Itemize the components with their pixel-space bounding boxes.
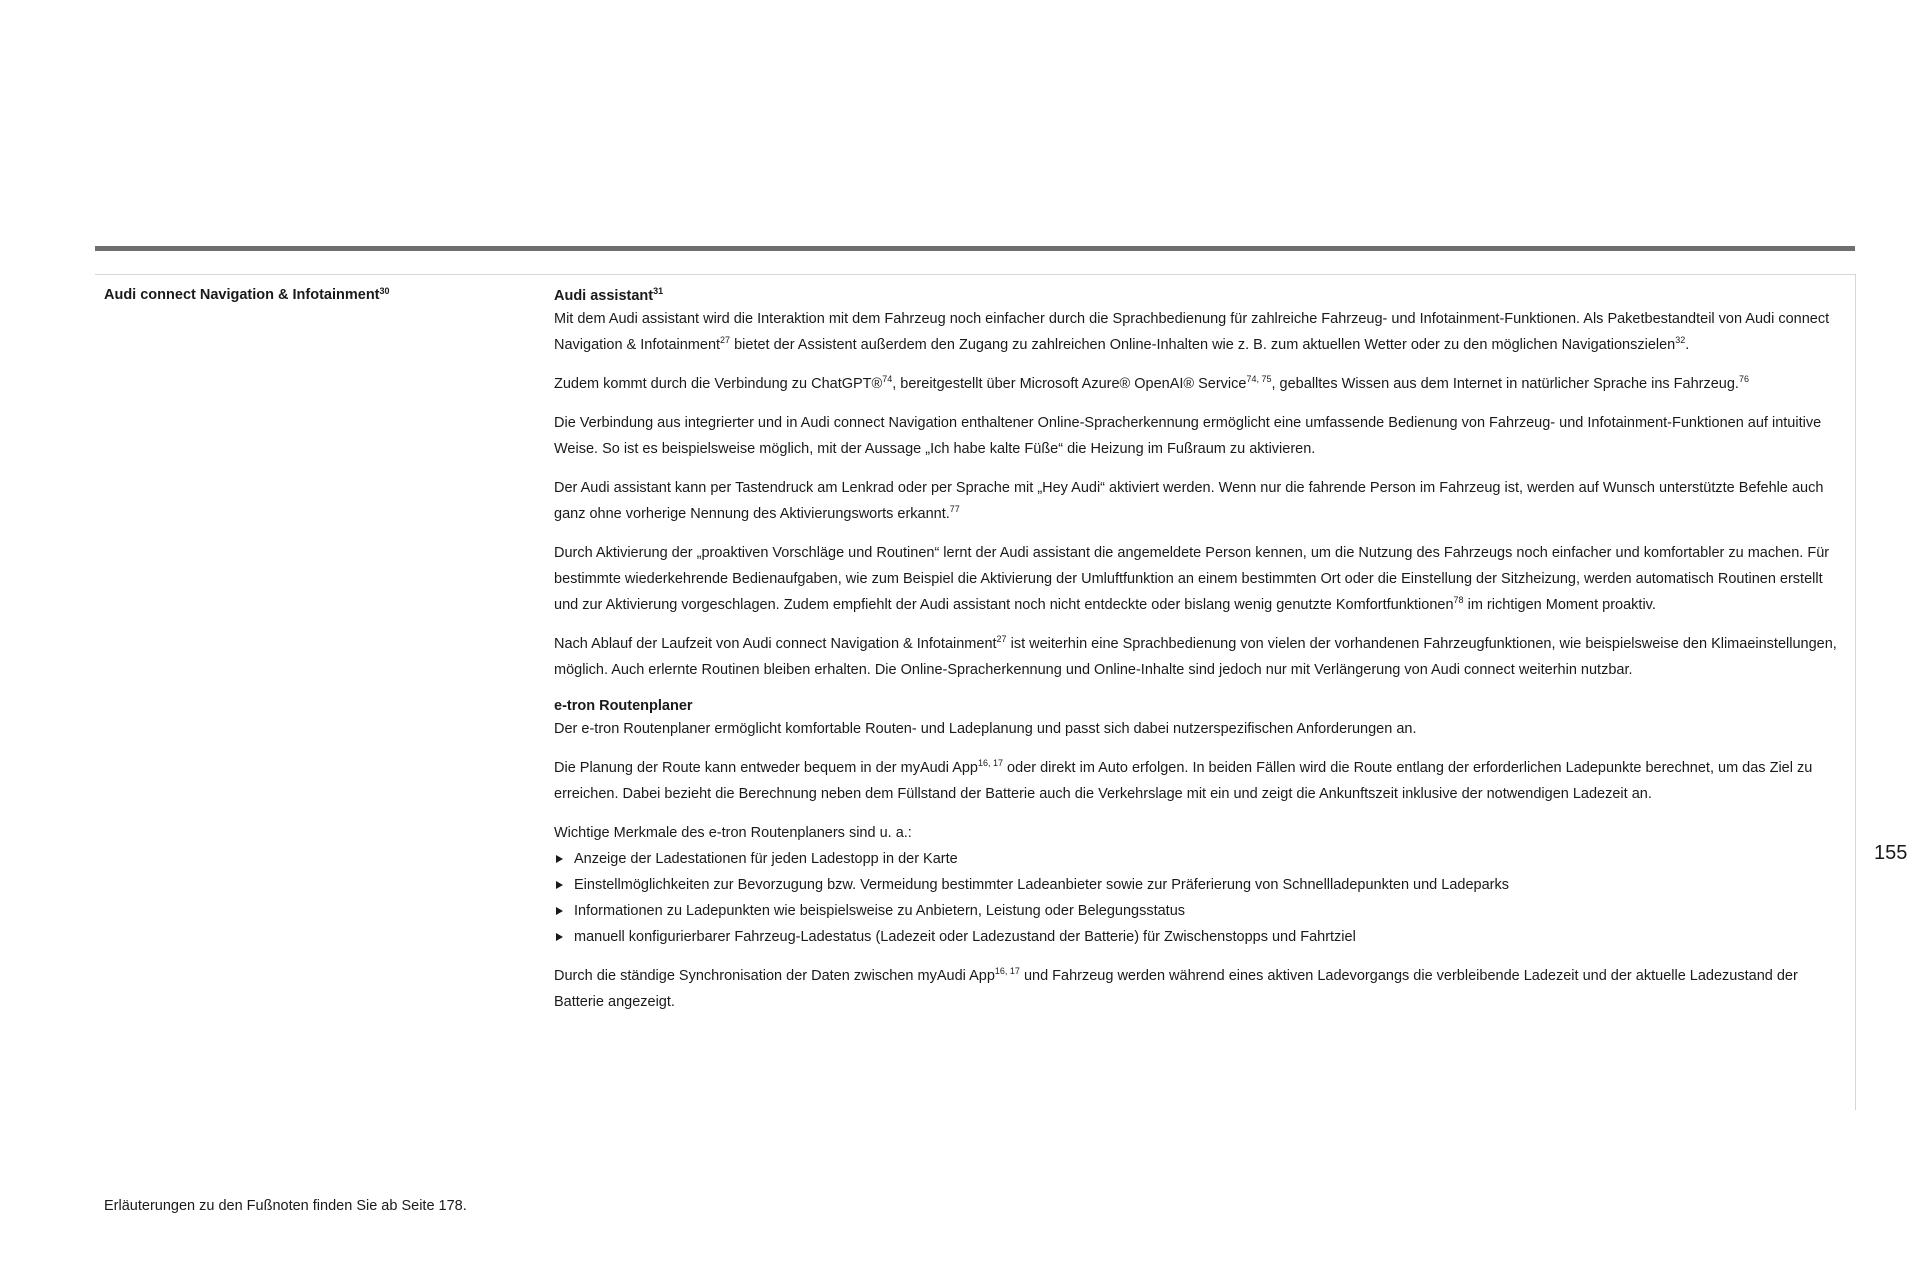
footnote-ref: 74, 75 <box>1246 374 1272 384</box>
assistant-heading <box>554 286 1847 306</box>
assistant-paragraph-4 <box>554 475 1847 527</box>
footnote-ref: 76 <box>1738 374 1749 384</box>
footnote-ref: 30 <box>379 286 390 296</box>
assistant-paragraph-2 <box>554 371 1847 397</box>
list-item-text: Informationen zu Ladepunkten wie beispielsweise zu Anbietern, Leistung oder Belegungsstatus <box>574 903 1186 919</box>
triangle-bullet-icon <box>556 933 563 941</box>
assistant-paragraph-3: Die Verbindung aus integrierter und in Audi connect Navigation enthaltener Online-Spracherkennung ermöglicht eine umfassende Bedienung von Fahrzeug- und Infotainment-Funktionen auf intuitive Weise. So ist es beispielsweise möglich, mit der Aussage „Ich habe kalte Füße“ die Heizung im Fußraum zu aktivieren. <box>554 415 1822 457</box>
text-run: , geballtes Wissen aus dem Internet in natürlicher Sprache ins Fahrzeug. <box>1271 376 1739 392</box>
footnote-ref: 16, 17 <box>978 758 1004 768</box>
list-item <box>554 846 1847 872</box>
list-item-text: Einstellmöglichkeiten zur Bevorzugung bzw. Vermeidung bestimmter Ladeanbieter sowie zur Präferierung von Schnellladepunkten und Ladeparks <box>574 877 1509 893</box>
routenplaner-paragraph-3 <box>554 963 1847 1015</box>
routenplaner-heading: e-tron Routenplaner <box>554 698 693 714</box>
assistant-paragraph-1 <box>554 306 1847 358</box>
text-run: Zudem kommt durch die Verbindung zu ChatGPT® <box>554 376 883 392</box>
footnote-ref: 78 <box>1453 595 1464 605</box>
text-run: Die Planung der Route kann entweder bequem in der myAudi App <box>554 760 978 776</box>
list-item <box>554 924 1847 950</box>
section-label <box>104 286 524 304</box>
list-item <box>554 872 1847 898</box>
assistant-paragraph-6 <box>554 631 1847 683</box>
text-run: Durch die ständige Synchronisation der Daten zwischen myAudi App <box>554 968 995 984</box>
text-run: ist weiterhin eine Sprachbedienung von vielen der vorhandenen Fahrzeugfunktionen, wie beispielsweise den Klimaeinstellungen, möglich. Auch erlernte Routinen bleiben erhalten. Die Online-Spracherkennung und Online-Inhalte sind jedoch nur mit Verlängerung von Audi connect weiterhin nutzbar. <box>554 636 1837 678</box>
main-content <box>554 286 1847 1028</box>
footnote-ref: 32 <box>1675 335 1686 345</box>
features-list <box>554 846 1847 950</box>
text-run: im richtigen Moment proaktiv. <box>1463 597 1656 613</box>
header-rule <box>95 246 1855 251</box>
footnote-ref: 27 <box>996 634 1007 644</box>
footnote-ref: 16, 17 <box>994 966 1020 976</box>
triangle-bullet-icon <box>556 855 563 863</box>
text-run: Durch Aktivierung der „proaktiven Vorschläge und Routinen“ lernt der Audi assistant die angemeldete Person kennen, um die Nutzung des Fahrzeugs noch einfacher und komfortabler zu machen. Für bestimmte wiederkehrende Bedienaufgaben, wie zum Beispiel die Aktivierung der Umluftfunktion an einem bestimmten Ort oder die Einstellung der Sitzheizung, werden automatisch Routinen erstellt und zur Aktivierung vorgeschlagen. Zudem empfiehlt der Audi assistant noch nicht entdeckte oder bislang wenig genutzte Komfortfunktionen <box>554 545 1830 613</box>
footnote-reference-note: Erläuterungen zu den Fußnoten finden Sie ab Seite 178. <box>104 1198 467 1214</box>
routenplaner-paragraph-2 <box>554 755 1847 807</box>
text-run: Mit dem Audi assistant wird die Interaktion mit dem Fahrzeug noch einfacher durch die Sprachbedienung für zahlreiche Fahrzeug- und Infotainment-Funktionen. Als Paketbestandteil von Audi connect Navigation & Infotainment <box>554 311 1830 353</box>
list-item <box>554 898 1847 924</box>
triangle-bullet-icon <box>556 907 563 915</box>
table-right-border <box>1855 274 1856 1110</box>
text-run: , bereitgestellt über Microsoft Azure® OpenAI® Service <box>892 376 1247 392</box>
list-item-text: Anzeige der Ladestationen für jeden Ladestopp in der Karte <box>574 851 958 867</box>
routenplaner-paragraph-1: Der e-tron Routenplaner ermöglicht komfortable Routen- und Ladeplanung und passt sich dabei nutzerspezifischen Anforderungen an. <box>554 721 1417 737</box>
table-top-rule <box>95 274 1855 275</box>
list-item-text: manuell konfigurierbarer Fahrzeug-Ladestatus (Ladezeit oder Ladezustand der Batterie) für Zwischenstopps und Fahrtziel <box>574 929 1356 945</box>
page-number: 155 <box>1874 842 1908 864</box>
text-run: Nach Ablauf der Laufzeit von Audi connect Navigation & Infotainment <box>554 636 997 652</box>
text-run: oder direkt im Auto erfolgen. In beiden Fällen wird die Route entlang der erforderlichen Ladepunkte berechnet, um das Ziel zu erreichen. Dabei bezieht die Berechnung neben dem Füllstand der Batterie auch die Verkehrslage mit ein und zeigt die Ankunftszeit inklusive der notwendigen Ladezeit an. <box>554 760 1813 802</box>
assistant-heading-text: Audi assistant <box>554 288 654 304</box>
text-run: Der Audi assistant kann per Tastendruck am Lenkrad oder per Sprache mit „Hey Audi“ aktiviert werden. Wenn nur die fahrende Person im Fahrzeug ist, werden auf Wunsch unterstützte Befehle auch ganz ohne vorherige Nennung des Aktivierungsworts erkannt. <box>554 480 1824 522</box>
text-run: . <box>1685 337 1690 353</box>
footnote-ref: 31 <box>653 286 664 296</box>
triangle-bullet-icon <box>556 881 563 889</box>
assistant-paragraph-5 <box>554 540 1847 618</box>
footnote-ref: 27 <box>720 335 731 345</box>
text-run: und Fahrzeug werden während eines aktiven Ladevorgangs die verbleibende Ladezeit und der aktuelle Ladezustand der Batterie angezeigt. <box>554 968 1798 1010</box>
footnote-ref: 77 <box>949 504 960 514</box>
section-label-text: Audi connect Navigation & Infotainment <box>104 287 380 303</box>
features-intro: Wichtige Merkmale des e-tron Routenplaners sind u. a.: <box>554 825 912 841</box>
footnote-ref: 74 <box>882 374 893 384</box>
text-run: bietet der Assistent außerdem den Zugang zu zahlreichen Online-Inhalten wie z. B. zum aktuellen Wetter oder zu den möglichen Navigationszielen <box>730 337 1676 353</box>
